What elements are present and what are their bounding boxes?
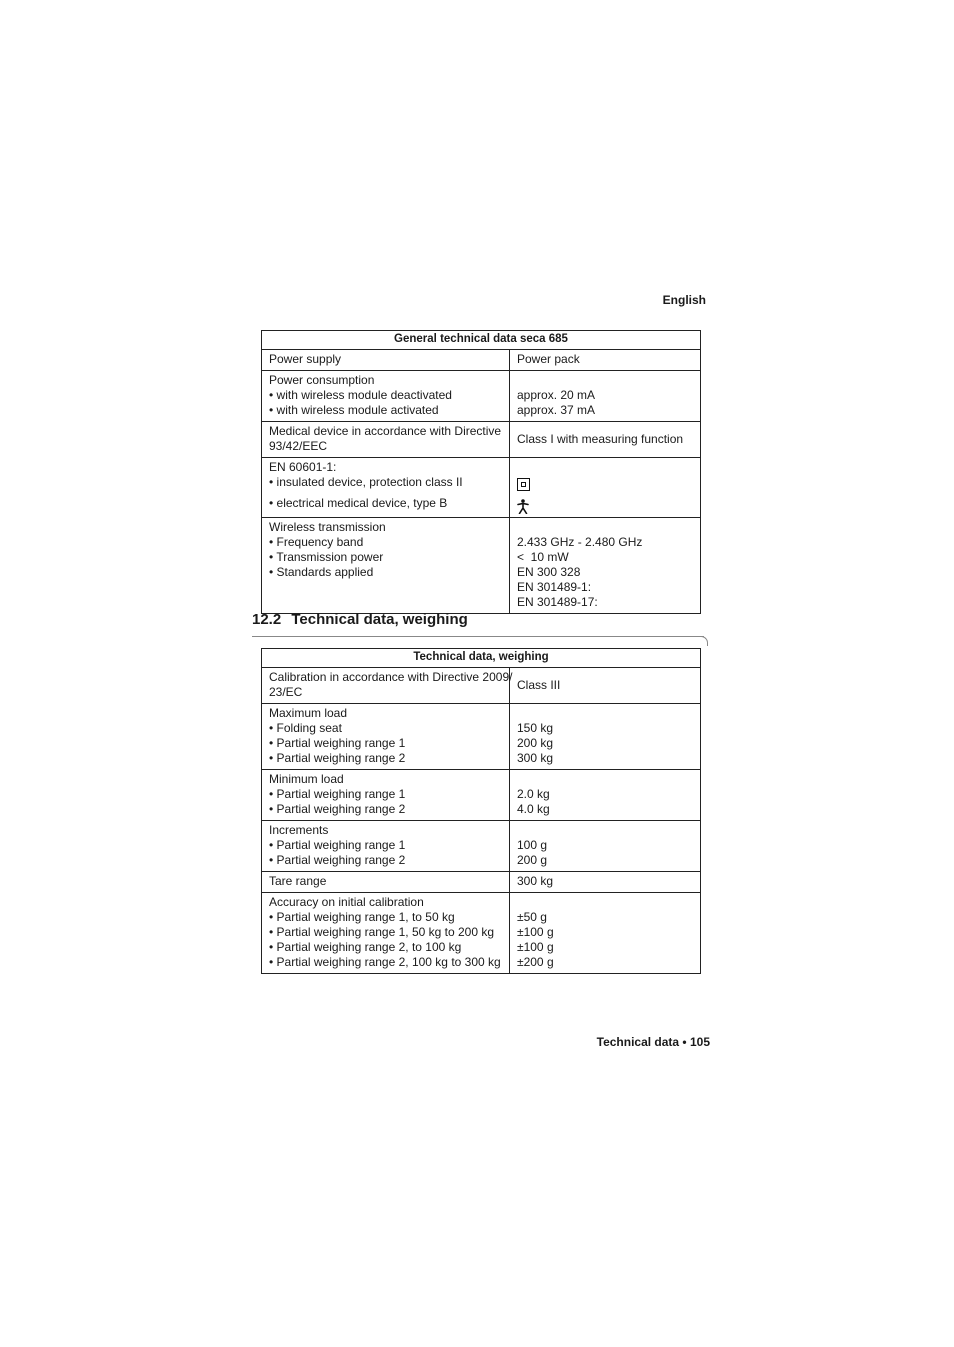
row-value [510,350,701,371]
label-line: • Partial weighing range 1 [269,787,406,801]
value-line: ±100 g [517,940,554,954]
value-line: 150 kg [517,721,554,735]
value-line [517,373,693,388]
row-label [262,821,510,872]
table-row [262,518,701,614]
value-line [517,772,693,787]
label-line: Maximum load [269,706,348,720]
section-number: 12.2 [252,611,282,628]
label-line: 93/42/EEC [269,439,328,453]
table-row [262,350,701,371]
label-line: • Partial weighing range 2, to 100 kg [269,940,462,954]
value-line: EN 301489-1: [517,580,592,594]
value-line: EN 300 328 [517,565,581,579]
row-label [262,350,510,371]
row-value [510,872,701,893]
label-line: Accuracy on initial calibration [269,895,424,909]
label-line: Increments [269,823,329,837]
label-line: Tare range [269,874,327,888]
value-line: 4.0 kg [517,802,550,816]
table-row [262,893,701,974]
label-line: EN 60601-1: [269,460,337,474]
value-line: 2.0 kg [517,787,550,801]
row-label [262,371,510,422]
label-line: Power supply [269,352,342,366]
label-line: Calibration in accordance with Directive 2009/ [269,670,513,684]
table-row [262,668,701,704]
label-line: • Partial weighing range 2 [269,802,406,816]
table-row [262,770,701,821]
label-line: • Frequency band [269,535,364,549]
row-label [262,518,510,614]
table-row [262,458,701,518]
table-row [262,821,701,872]
value-line: < 10 mW [517,550,569,564]
value-line: 2.433 GHz - 2.480 GHz [517,535,643,549]
row-label [262,893,510,974]
label-line: • electrical medical device, type B [269,496,448,510]
label-line: Power consumption [269,373,375,387]
row-label [262,704,510,770]
label-line: Wireless transmission [269,520,386,534]
row-value [510,422,701,458]
value-line: 300 kg [517,751,554,765]
table-row [262,704,701,770]
label-line: • Folding seat [269,721,342,735]
label-line: • Transmission power [269,550,384,564]
row-label [262,422,510,458]
value-line: ±200 g [517,955,554,969]
value-line [517,895,693,910]
table-title: Technical data, weighing [262,649,701,668]
label-line: • Partial weighing range 2 [269,751,406,765]
label-line: • Partial weighing range 2 [269,853,406,867]
row-value [510,770,701,821]
label-line: Minimum load [269,772,344,786]
type-b-applied-part-icon [517,499,529,514]
value-line [517,520,693,535]
value-line: approx. 37 mA [517,403,596,417]
value-line: Power pack [517,352,580,366]
table-title: General technical data seca 685 [262,331,701,350]
value-line: ±100 g [517,925,554,939]
table-row [262,872,701,893]
value-line [517,823,693,838]
value-line: 200 g [517,853,548,867]
row-value [510,458,701,518]
row-value [510,518,701,614]
value-line [517,706,693,721]
row-value [510,821,701,872]
row-value [510,668,701,704]
value-line: 100 g [517,838,548,852]
row-value [510,704,701,770]
value-line: ±50 g [517,910,547,924]
label-line: • Partial weighing range 1 [269,838,406,852]
section-heading [252,611,468,628]
table-row [262,371,701,422]
label-line: • Partial weighing range 1 [269,736,406,750]
value-line: 300 kg [517,874,554,888]
row-value [510,371,701,422]
table-row [262,422,701,458]
section-title: Technical data, weighing [291,611,468,628]
row-label [262,668,513,704]
label-line: • insulated device, protection class II [269,475,463,489]
label-line: 23/EC [269,685,303,699]
value-line: Class I with measuring function [517,431,684,446]
value-line: Class III [517,677,561,692]
label-line: • with wireless module deactivated [269,388,452,402]
section-rule-corner [700,636,708,646]
label-line: Medical device in accordance with Directive [269,424,502,438]
label-line: • Partial weighing range 1, to 50 kg [269,910,455,924]
row-value [510,893,701,974]
page-footer: Technical data • 105 [596,1035,710,1049]
value-line: 200 kg [517,736,554,750]
weighing-technical-data-table [261,648,701,974]
label-line: • Standards applied [269,565,374,579]
value-line: approx. 20 mA [517,388,596,402]
language-label: English [662,293,706,307]
row-label [262,770,510,821]
section-rule [252,636,704,637]
label-line: • Partial weighing range 1, 50 kg to 200 kg [269,925,495,939]
label-line: • with wireless module activated [269,403,439,417]
value-line: EN 301489-17: [517,595,598,609]
label-line: • Partial weighing range 2, 100 kg to 300 kg [269,955,501,969]
row-label [262,872,510,893]
general-technical-data-table [261,330,701,614]
row-label [262,458,510,518]
protection-class-ii-icon [517,478,530,491]
